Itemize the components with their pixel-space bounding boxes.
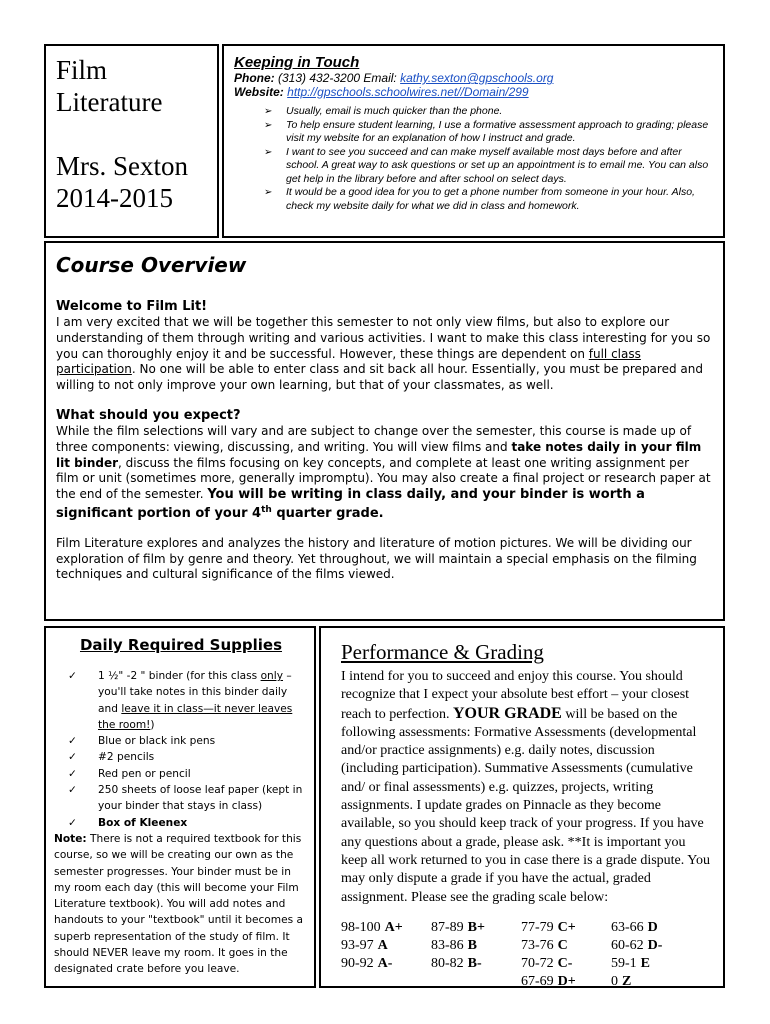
grade-letter: C — [557, 937, 568, 953]
grade-letter: A+ — [384, 919, 403, 935]
grade-scale-cell — [521, 955, 611, 973]
grade-scale-cell — [521, 973, 611, 991]
contact-bullets — [234, 105, 713, 213]
grade-scale-cell — [611, 973, 701, 991]
grade-letter: B — [467, 937, 478, 953]
grade-range: 93-97 — [341, 937, 374, 953]
grade-scale-cell — [431, 919, 521, 937]
grade-range: 63-66 — [611, 919, 644, 935]
expect-paragraph: While the film selections will vary and are subject to change over the semester, this course is made up of three components: viewing, discussing, and writing. You will view films and take notes daily in your film lit binder, discuss the films focusing on key concepts, and complete at least one writing assignment per film or unit (sometimes more, generally impromptu). You may also create a final project or research paper at the end of the semester. You will be writing in class daily, and your binder is worth a significant portion of your 4th quarter grade. — [56, 423, 711, 521]
grading-paragraph: I intend for you to succeed and enjoy this course. You should recognize that I expect your absolute best effort – your closest reach to perfection. YOUR GRADE will be based on the following assessments: Formative Assessments (developmental and/or practice assignments) e.g. daily notes, discussion (including participation). Summative Assessments (cumulative and/ or final assessments) e.g. quizzes, projects, writing assignments. I update grades on Pinnacle as they become available, so you should keep track of your progress. If you have any questions about a grade, please ask. **It is important you keep all work returned to you in case there is a grade dispute. You may only dispute a grade if you have the actual, graded assignment. Please see the grading scale below: — [341, 669, 710, 905]
grade-letter: A — [377, 937, 388, 953]
grade-range: 90-92 — [341, 955, 374, 971]
grade-range: 59-1 — [611, 955, 637, 971]
checkmark-icon: ✓ — [68, 767, 77, 780]
grade-range: 60-62 — [611, 937, 644, 953]
list-item: ➢ I want to see you succeed and can make myself available most days before and after school. A great way to ask questions or set up an appointment is to email me. You can also get help in the library before and after school on select days. — [264, 145, 709, 185]
closing-paragraph: Film Literature explores and analyzes the history and literature of motion pictures. We will be dividing our exploration of film by genre and theory. Yet throughout, we will maintain a special emphasis on the filming techniques and cultural significance of the films viewed. — [56, 535, 697, 582]
grade-scale-cell — [611, 919, 701, 937]
contact-heading: Keeping in Touch — [234, 54, 360, 71]
welcome-heading: Welcome to Film Lit! — [56, 299, 208, 314]
arrow-bullet-icon: ➢ — [264, 146, 273, 158]
list-item: ✓ 1 ½" -2 " binder (for this class only – you'll take notes in this binder daily and leave it in class—it never leaves the room!) — [68, 670, 293, 731]
grade-letter: C+ — [557, 919, 576, 935]
grade-letter: D+ — [557, 973, 576, 989]
contact-box — [222, 44, 725, 238]
checkmark-icon: ✓ — [68, 735, 77, 748]
grade-scale-cell — [611, 937, 701, 955]
grade-scale-cell — [521, 919, 611, 937]
list-item: ✓ Blue or black ink pens — [68, 733, 308, 749]
grade-scale-cell — [611, 955, 701, 973]
grade-range: 80-82 — [431, 955, 464, 971]
grade-range: 70-72 — [521, 955, 554, 971]
grading-heading: Performance & Grading — [341, 640, 544, 664]
grade-scale-cell — [341, 973, 431, 991]
teacher-name: Mrs. Sexton — [56, 151, 189, 181]
arrow-bullet-icon: ➢ — [264, 106, 273, 117]
grade-letter: D — [647, 919, 658, 935]
grade-scale-cell — [341, 937, 431, 955]
school-year: 2014-2015 — [56, 183, 173, 213]
grade-range: 67-69 — [521, 973, 554, 989]
supplies-note: Note: There is not a required textbook for this course, so we will be creating our own as the semester progresses. Your binder must be in my room each day (this will become your Film Literature textbook). You will add notes and handouts to your "textbook" until it becomes a superb representation of the study of film. It should NEVER leave my room. It goes in the designated crate before you leave. — [54, 832, 303, 976]
welcome-paragraph: I am very excited that we will be together this semester to not only view films, but also to explore our understanding of them through writing and various activities. I want to make this class interesting for you so you can thoroughly enjoy it and be successful. However, these things are dependent on full class participation. No one will be able to enter class and sit back all hour. Essentially, you must be prepared and willing to not only improve your own learning, but that of your classmates, as well. — [56, 315, 711, 393]
email-label: Email: — [363, 71, 397, 85]
supplies-list — [54, 668, 308, 831]
phone-number: (313) 432-3200 — [278, 71, 361, 85]
arrow-bullet-icon: ➢ — [264, 187, 273, 198]
grading-scale — [341, 919, 715, 991]
phone-label: Phone: — [234, 71, 275, 85]
grade-scale-cell — [431, 973, 521, 991]
list-item: ✓ Box of Kleenex — [68, 815, 308, 831]
grade-range: 73-76 — [521, 937, 554, 953]
supplies-heading: Daily Required Supplies — [79, 636, 282, 654]
list-item: ➢ It would be a good idea for you to get a phone number from someone in your hour. Also, check my website daily for what we did in class and homework. — [264, 186, 695, 212]
supplies-box — [44, 626, 316, 988]
grading-box — [319, 626, 725, 988]
course-overview-box — [44, 241, 725, 621]
phone-email-line — [234, 72, 713, 86]
checkmark-icon: ✓ — [68, 816, 77, 829]
grade-letter: B+ — [467, 919, 485, 935]
course-title-line1: Film — [56, 55, 108, 85]
list-item: ➢ Usually, email is much quicker than the phone. — [264, 105, 503, 117]
list-item: ➢ To help ensure student learning, I use a formative assessment approach to grading; please visit my website for an explanation of how I instruct and grade. — [264, 118, 709, 144]
list-item: ✓ #2 pencils — [68, 749, 308, 765]
grade-letter: A- — [377, 955, 393, 971]
grade-letter: Z — [622, 973, 632, 989]
checkmark-icon: ✓ — [68, 784, 77, 797]
grade-scale-cell — [341, 955, 431, 973]
website-line — [234, 86, 713, 100]
email-link[interactable]: kathy.sexton@gpschools.org — [400, 71, 554, 85]
grade-range: 83-86 — [431, 937, 464, 953]
grade-letter: D- — [647, 937, 663, 953]
checkmark-icon: ✓ — [68, 751, 77, 764]
website-link[interactable]: http://gpschools.schoolwires.net//Domain/299 — [287, 84, 529, 99]
grade-range: 77-79 — [521, 919, 554, 935]
grade-letter: E — [640, 955, 651, 971]
grade-range: 0 — [611, 973, 618, 989]
grade-range: 98-100 — [341, 919, 381, 935]
grade-letter: C- — [557, 955, 573, 971]
grade-scale-cell — [341, 919, 431, 937]
grade-scale-cell — [431, 937, 521, 955]
grade-scale-cell — [431, 955, 521, 973]
expect-heading: What should you expect? — [56, 407, 241, 423]
grade-letter: B- — [467, 955, 482, 971]
list-item: ✓ 250 sheets of loose leaf paper (kept in your binder that stays in class) — [68, 784, 303, 813]
arrow-bullet-icon: ➢ — [264, 119, 273, 131]
course-title-line2: Literature — [56, 87, 163, 117]
overview-heading: Course Overview — [56, 253, 247, 277]
list-item: ✓ Red pen or pencil — [68, 766, 308, 782]
title-box — [44, 44, 219, 238]
website-label: Website: — [234, 84, 284, 99]
checkmark-icon: ✓ — [68, 670, 77, 682]
grade-scale-cell — [521, 937, 611, 955]
grade-range: 87-89 — [431, 919, 464, 935]
